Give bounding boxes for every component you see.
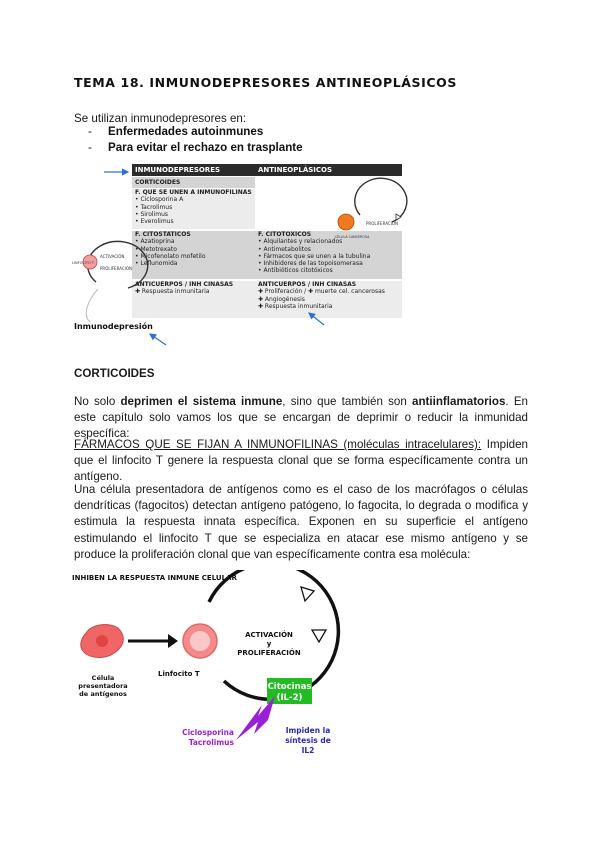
use-item: - Para evitar el rechazo en trasplante	[88, 141, 303, 154]
citotoxicos-cell: F. CITOTÓXICOS • Alquilantes y relacionados • Antimetabolitos • Fármacos que se unen a la tubulina • Inhibidores de las topoisomerasa • Antibióticos citotóxicos	[255, 231, 402, 279]
citostaticos-cell: F. CITOSTÁTICOS • Azatioprina • Metotrexato • Micofenolato mofetilo • Leflunomida	[132, 231, 255, 279]
figure-title: INHIBEN LA RESPUESTA INMUNE CELULAR	[72, 574, 237, 582]
left-cycle	[72, 241, 148, 288]
effect-label: Impiden la síntesis de IL2	[285, 726, 331, 755]
paragraph-apc: Una célula presentadora de antígenos como es el caso de los macrófagos o células dendríticas (fagocitos) detectan antígeno patógeno, lo fagocita, lo degrada o modifica y estimula la respuesta innata específica. Exponen en su superficie el antígeno estimulando el linfocito T que se especializa en atacar ese mismo antígeno y se produce la proliferación clonal que van específicamente contra esa molécula:	[74, 483, 528, 561]
right-cell-label: CÉLULA CANCEROSA	[335, 235, 370, 239]
right-cycle-label: PROLIFERACIÓN	[366, 221, 398, 226]
inmunodepresion-label: Inmunodepresión	[74, 322, 153, 331]
overview-diagram	[0, 0, 600, 360]
left-cell-label: LINFOCITO T	[72, 261, 94, 265]
col-header-antineoplasicos: ANTINEOPLÁSICOS	[255, 164, 402, 176]
anticuerpos-right-cell: ANTICUERPOS / INH CINASAS ✚ Proliferación / ✚ muerte cel. cancerosas ✚ Angiogénesis ✚ Respuesta inmunitaria	[255, 281, 402, 318]
cancer-cell	[338, 214, 354, 230]
apc-nucleus	[96, 635, 108, 647]
arrow-icon	[309, 313, 324, 325]
arrow-icon	[301, 587, 314, 601]
left-cycle-label-2: PROLIFERACIÓN	[100, 266, 132, 271]
anticuerpos-left-cell: ANTICUERPOS / INH CINASAS ✚ Respuesta inmunitaria	[132, 281, 255, 318]
cycle-label: ACTIVACIÓN y PROLIFERACIÓN	[237, 631, 301, 657]
corticoides-row: CORTICOIDES	[132, 177, 255, 188]
left-cycle-label-1: ACTIVACIÓN	[100, 254, 125, 259]
cytokine-label: Citocinas	[267, 682, 312, 692]
right-cycle	[335, 178, 407, 239]
drugs-label: Ciclosporina Tacrolimus	[182, 728, 234, 747]
cytokine-label: (IL-2)	[276, 693, 303, 703]
paragraph-corticoides: No solo deprimen el sistema inmune, sino que también son antiinflamatorios. En este capítulo solo vamos los que se encargan de deprimir o reducir la inmunidad específica:	[74, 395, 529, 440]
page-title: TEMA 18. INMUNODEPRESORES ANTINEOPLÁSICOS	[74, 75, 457, 90]
t-lymphocyte-nucleus	[190, 631, 210, 651]
paragraph-inmunofilinas: FÁRMACOS QUE SE FIJAN A INMUNOFILINAS (moléculas intracelulares): Impiden que el linfocito T genere la respuesta clonal que se forma específicamente contra un antígeno.	[74, 438, 528, 483]
inmunofilinas-cell: F. QUE SE UNEN A INMUNOFILINAS • Ciclosporina A • Tacrolimus • Sirolimus • Everolimus	[132, 189, 255, 229]
apc-label: Célula presentadora de antígenos	[78, 674, 128, 698]
t-lymphocyte-label: Linfocito T	[158, 670, 200, 678]
arrow-icon	[150, 334, 166, 345]
col-header-inmunodepresores: INMUNODEPRESORES	[132, 164, 255, 176]
intro-text: Se utilizan inmunodepresores en:	[74, 112, 247, 125]
section-title: CORTICOIDES	[74, 367, 155, 380]
arrow-icon	[312, 630, 326, 642]
use-item: - Enfermedades autoinmunes	[88, 125, 264, 138]
